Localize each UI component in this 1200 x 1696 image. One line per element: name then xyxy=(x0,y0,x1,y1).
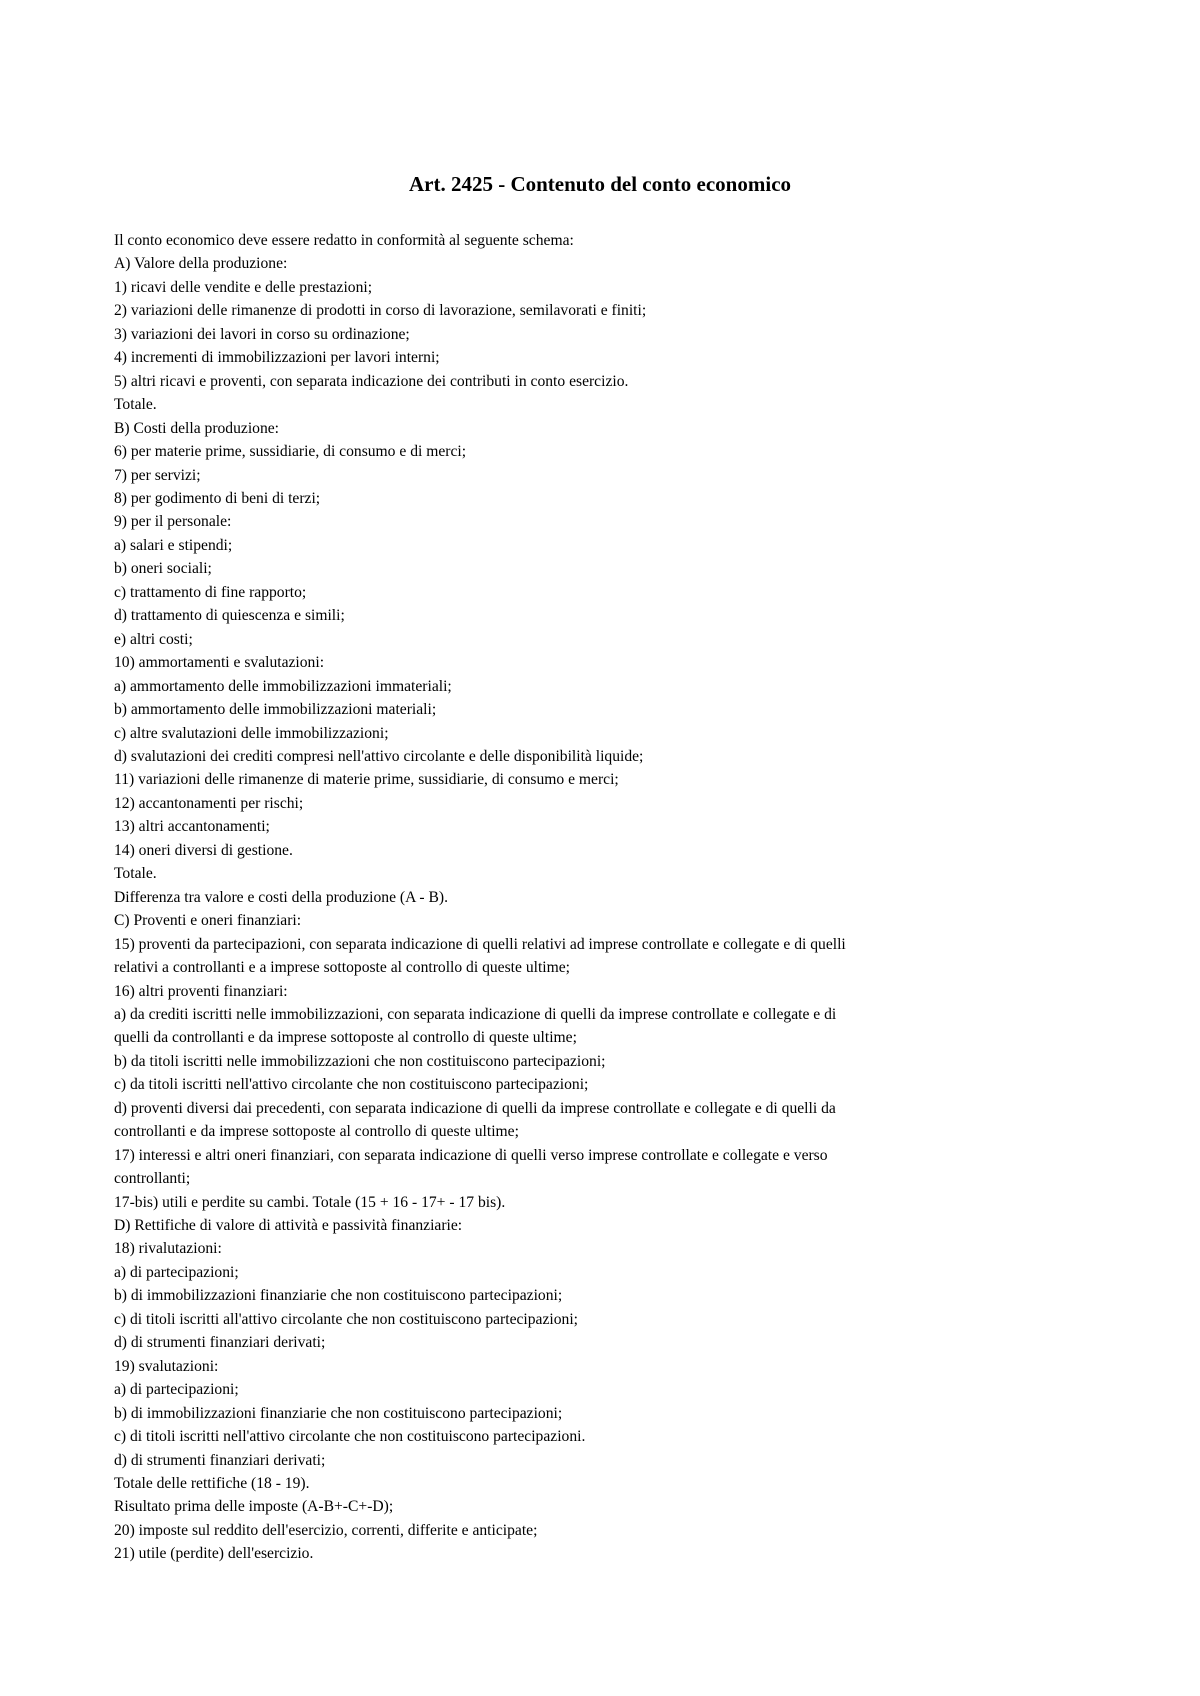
text-line: d) di strumenti finanziari derivati; xyxy=(114,1334,326,1352)
page-title: Art. 2425 - Contenuto del conto economico xyxy=(408,172,792,196)
document-body xyxy=(114,229,1074,1566)
text-line: e) altri costi; xyxy=(114,630,193,648)
text-line: 16) altri proventi finanziari: xyxy=(114,982,288,1000)
text-line: 6) per materie prime, sussidiarie, di consumo e di merci; xyxy=(114,443,467,461)
text-line: 15) proventi da partecipazioni, con separata indicazione di quelli relativi ad imprese controllate e collegate e di quelli xyxy=(114,935,846,953)
text-line: 21) utile (perdite) dell'esercizio. xyxy=(114,1545,314,1563)
text-line: a) di partecipazioni; xyxy=(114,1381,239,1399)
text-line: c) di titoli iscritti all'attivo circolante che non costituiscono partecipazioni; xyxy=(114,1310,578,1328)
text-line: 11) variazioni delle rimanenze di materie prime, sussidiarie, di consumo e merci; xyxy=(114,771,619,789)
text-line: 14) oneri diversi di gestione. xyxy=(114,841,293,859)
text-line: 19) svalutazioni: xyxy=(114,1357,219,1375)
text-line: Risultato prima delle imposte (A-B+-C+-D); xyxy=(114,1498,394,1516)
text-line: controllanti; xyxy=(114,1170,191,1188)
text-line: quelli da controllanti e da imprese sottoposte al controllo di queste ultime; xyxy=(114,1029,577,1047)
text-line: c) trattamento di fine rapporto; xyxy=(114,583,307,601)
text-line: c) da titoli iscritti nell'attivo circolante che non costituiscono partecipazioni; xyxy=(114,1076,589,1094)
text-line: c) di titoli iscritti nell'attivo circolante che non costituiscono partecipazioni. xyxy=(114,1428,586,1446)
text-line: a) di partecipazioni; xyxy=(114,1263,239,1281)
text-line: b) di immobilizzazioni finanziarie che non costituiscono partecipazioni; xyxy=(114,1287,563,1305)
text-line: relativi a controllanti e a imprese sottoposte al controllo di queste ultime; xyxy=(114,959,570,977)
text-line: 10) ammortamenti e svalutazioni: xyxy=(114,654,325,672)
text-line: B) Costi della produzione: xyxy=(114,419,280,437)
text-line: 8) per godimento di beni di terzi; xyxy=(114,489,321,507)
text-line: D) Rettifiche di valore di attività e passività finanziarie: xyxy=(114,1217,463,1235)
text-line: 2) variazioni delle rimanenze di prodotti in corso di lavorazione, semilavorati e finiti; xyxy=(114,302,647,320)
text-line: 1) ricavi delle vendite e delle prestazioni; xyxy=(114,278,373,296)
text-line: C) Proventi e oneri finanziari: xyxy=(114,912,302,930)
text-line: Totale. xyxy=(114,865,157,883)
text-line: 7) per servizi; xyxy=(114,466,201,484)
text-line: 17-bis) utili e perdite su cambi. Totale (15 + 16 - 17+ - 17 bis). xyxy=(114,1193,506,1211)
text-line: 18) rivalutazioni: xyxy=(114,1240,222,1258)
text-line: b) oneri sociali; xyxy=(114,560,212,578)
text-line: a) ammortamento delle immobilizzazioni immateriali; xyxy=(114,677,452,695)
text-line: 4) incrementi di immobilizzazioni per lavori interni; xyxy=(114,349,440,367)
text-line: 17) interessi e altri oneri finanziari, con separata indicazione di quelli verso imprese controllate e collegate e verso xyxy=(114,1146,828,1164)
text-line: 3) variazioni dei lavori in corso su ordinazione; xyxy=(114,325,410,343)
text-line: 12) accantonamenti per rischi; xyxy=(114,794,304,812)
text-line: d) proventi diversi dai precedenti, con separata indicazione di quelli da imprese controllate e collegate e di quelli da xyxy=(114,1099,836,1117)
text-line: d) svalutazioni dei crediti compresi nell'attivo circolante e delle disponibilità liquide; xyxy=(114,747,644,765)
text-line: c) altre svalutazioni delle immobilizzazioni; xyxy=(114,724,389,742)
text-line: d) di strumenti finanziari derivati; xyxy=(114,1451,326,1469)
text-line: a) salari e stipendi; xyxy=(114,536,233,554)
text-line: Totale. xyxy=(114,396,157,414)
text-line: b) ammortamento delle immobilizzazioni materiali; xyxy=(114,701,437,719)
text-line: Il conto economico deve essere redatto in conformità al seguente schema: xyxy=(114,232,574,249)
text-line: controllanti e da imprese sottoposte al controllo di queste ultime; xyxy=(114,1123,519,1141)
text-line: b) di immobilizzazioni finanziarie che non costituiscono partecipazioni; xyxy=(114,1404,563,1422)
text-line: a) da crediti iscritti nelle immobilizzazioni, con separata indicazione di quelli da imprese controllate e collegate e di xyxy=(114,1005,837,1023)
text-line: 20) imposte sul reddito dell'esercizio, correnti, differite e anticipate; xyxy=(114,1521,538,1539)
text-line: Differenza tra valore e costi della produzione (A - B). xyxy=(114,888,448,906)
text-line: Totale delle rettifiche (18 - 19). xyxy=(114,1475,310,1493)
text-line: 9) per il personale: xyxy=(114,513,232,531)
text-line: A) Valore della produzione: xyxy=(114,255,288,273)
text-line: d) trattamento di quiescenza e simili; xyxy=(114,607,345,625)
text-line: 5) altri ricavi e proventi, con separata indicazione dei contributi in conto esercizio. xyxy=(114,372,629,390)
text-line: b) da titoli iscritti nelle immobilizzazioni che non costituiscono partecipazioni; xyxy=(114,1052,606,1070)
text-line: 13) altri accantonamenti; xyxy=(114,818,270,836)
